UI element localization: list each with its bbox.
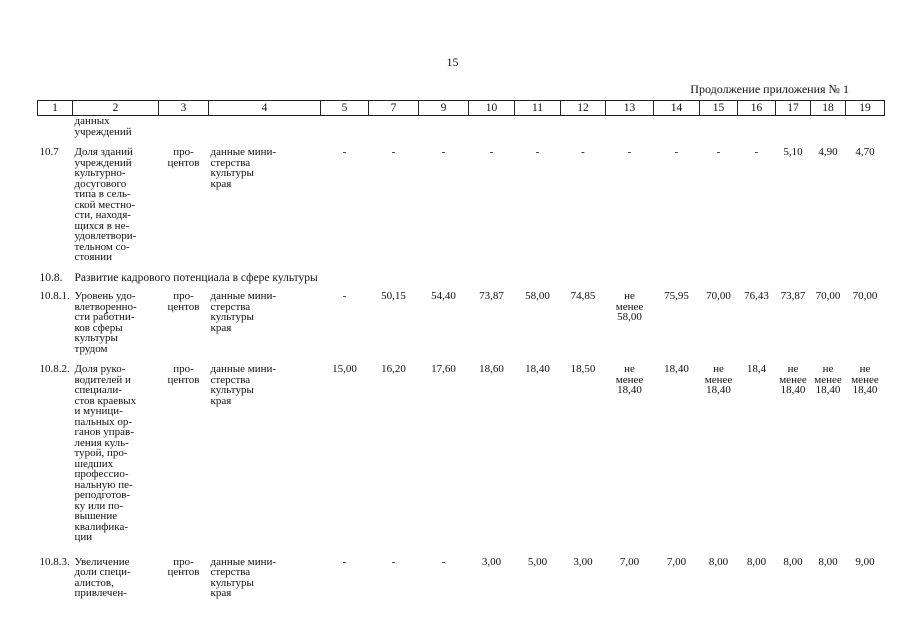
section-title: Развитие кадрового потенциала в сфере культуры: [74, 271, 318, 284]
data-source: [209, 289, 321, 354]
indicator-number: 10.8.1.: [39, 290, 70, 302]
value-line: 17,60: [431, 363, 456, 375]
value-line: 7,00: [666, 555, 687, 568]
source-line: края: [210, 587, 232, 599]
value-cell: [515, 116, 561, 138]
value-cell: [561, 354, 606, 547]
value-cell: [738, 137, 776, 267]
indicator-number: [38, 116, 73, 138]
value-cell: [369, 137, 419, 267]
value-cell: [846, 137, 885, 267]
indicator-name-line: трудом: [74, 342, 108, 355]
column-header-5: 5: [321, 101, 369, 116]
value-line: -: [716, 146, 721, 158]
value-line: 8,00: [783, 555, 803, 568]
indicator-name-line: водителей и: [74, 373, 131, 386]
value-cell: [515, 354, 561, 547]
table-row: [38, 354, 885, 547]
source-line: стерства: [210, 566, 251, 578]
value-line: -: [342, 290, 347, 302]
value-cell: [811, 354, 846, 547]
source-line: культуры: [210, 311, 254, 323]
value-cell: [811, 289, 846, 354]
value-cell: [321, 547, 369, 603]
column-header-15: 15: [700, 101, 738, 116]
value-line: 18,40: [815, 384, 841, 396]
column-header-4: 4: [209, 101, 321, 116]
continuation-label: Продолжение приложения № 1: [690, 82, 849, 96]
unit-line: про-: [173, 363, 194, 375]
column-header-18: 18: [811, 101, 846, 116]
value-line: -: [342, 146, 347, 158]
value-line: 18,40: [780, 384, 806, 396]
value-cell: [776, 547, 811, 603]
indicator-name-line: сти, находя-: [74, 209, 131, 221]
value-line: 73,87: [479, 290, 504, 302]
indicator-name-line: специали-: [74, 384, 122, 396]
value-cell: [515, 289, 561, 354]
indicator-name-line: Уровень удо-: [74, 290, 136, 302]
value-line: 7,00: [619, 555, 640, 568]
value-line: менее: [851, 373, 879, 386]
value-cell: [700, 116, 738, 138]
value-line: не: [822, 363, 834, 375]
value-cell: [561, 137, 606, 267]
unit-line: про-: [173, 290, 194, 302]
unit-line: про-: [173, 146, 194, 158]
value-cell: [469, 116, 515, 138]
value-line: 54,40: [431, 290, 456, 302]
value-cell: [419, 116, 469, 138]
value-line: 5,10: [783, 146, 803, 158]
column-header-7: 7: [369, 101, 419, 116]
value-cell: [700, 547, 738, 603]
value-line: 76,43: [744, 290, 769, 302]
value-line: -: [489, 146, 494, 158]
source-line: культуры: [210, 384, 254, 396]
column-header-14: 14: [654, 101, 700, 116]
data-source: [209, 547, 321, 603]
value-line: 58,00: [525, 290, 550, 302]
indicator-name-line: досугового: [74, 177, 127, 190]
value-line: -: [754, 146, 759, 158]
value-cell: [846, 116, 885, 138]
indicator-name-line: вышение: [74, 510, 118, 522]
source-line: культуры: [210, 576, 254, 589]
value-line: 3,00: [573, 555, 593, 568]
indicator-name-line: стов краевых: [74, 394, 137, 407]
value-cell: [738, 354, 776, 547]
indicator-name-line: данных: [74, 115, 110, 127]
source-line: данные мини-: [210, 146, 277, 158]
column-header-9: 9: [419, 101, 469, 116]
unit-line: про-: [173, 555, 194, 568]
value-cell: [700, 289, 738, 354]
indicator-name-line: квалифика-: [74, 520, 128, 533]
value-cell: [561, 289, 606, 354]
value-line: -: [441, 146, 446, 158]
value-line: менее: [814, 373, 842, 386]
value-cell: [469, 137, 515, 267]
value-line: -: [627, 146, 632, 158]
value-cell: [776, 354, 811, 547]
indicator-name-line: влетворенно-: [74, 300, 137, 313]
value-cell: [515, 547, 561, 603]
unit-line: центов: [167, 156, 200, 169]
source-line: стерства: [210, 373, 251, 386]
value-line: менее: [704, 373, 733, 386]
source-line: стерства: [210, 300, 251, 313]
indicator-name-line: учреждений: [74, 125, 132, 138]
value-line: 70,00: [706, 290, 731, 302]
source-line: данные мини-: [210, 363, 277, 375]
value-cell: [561, 116, 606, 138]
unit-of-measure: [159, 137, 209, 267]
table-row: [38, 116, 885, 138]
value-line: 70,00: [852, 290, 878, 302]
value-line: 18,40: [706, 384, 731, 396]
indicator-name-line: Увеличение: [74, 555, 130, 568]
column-header-11: 11: [515, 101, 561, 116]
indicator-name-line: привлечен-: [74, 587, 127, 599]
source-line: данные мини-: [210, 555, 277, 568]
table-row: [38, 289, 885, 354]
value-line: -: [535, 146, 540, 158]
indicator-name-line: алистов,: [74, 576, 114, 589]
indicator-name-line: ганов управ-: [74, 426, 134, 438]
value-line: 18,40: [852, 384, 878, 396]
value-cell: [469, 547, 515, 603]
value-line: 74,85: [570, 290, 596, 302]
value-cell: [654, 289, 700, 354]
value-line: 3,00: [481, 555, 502, 568]
value-cell: [606, 116, 654, 138]
indicator-name-line: ской местно-: [74, 198, 136, 211]
indicator-name-line: ции: [74, 531, 93, 543]
value-cell: [654, 116, 700, 138]
value-cell: [846, 289, 885, 354]
unit-line: центов: [167, 300, 200, 313]
value-line: не: [787, 363, 799, 375]
unit-of-measure: [159, 116, 209, 138]
section-row: [38, 267, 885, 290]
unit-of-measure: [159, 354, 209, 547]
value-cell: [515, 137, 561, 267]
value-line: 18,4: [746, 363, 767, 375]
indicator-table: [37, 100, 885, 603]
source-line: культуры: [210, 167, 254, 179]
column-header-10: 10: [469, 101, 515, 116]
value-cell: [469, 354, 515, 547]
value-line: -: [441, 555, 446, 568]
indicator-name: [73, 137, 159, 267]
indicator-name-line: щихся в не-: [74, 219, 130, 232]
data-source: [209, 137, 321, 267]
data-source: [209, 116, 321, 138]
indicator-name: [73, 116, 159, 138]
column-header-1: 1: [38, 101, 73, 116]
value-cell: [606, 289, 654, 354]
value-cell: [419, 137, 469, 267]
value-cell: [369, 354, 419, 547]
value-line: 8,00: [746, 555, 767, 568]
value-line: -: [581, 146, 585, 158]
value-cell: [776, 116, 811, 138]
value-line: 18,40: [525, 363, 550, 375]
value-cell: [738, 547, 776, 603]
value-line: 70,00: [815, 290, 841, 302]
indicator-name-line: удовлетвори-: [74, 230, 137, 242]
value-cell: [321, 354, 369, 547]
value-line: 18,50: [570, 363, 596, 375]
value-cell: [419, 547, 469, 603]
indicator-name-line: реподготов-: [74, 489, 131, 501]
value-line: менее: [779, 373, 807, 386]
value-line: 58,00: [617, 311, 642, 323]
indicator-name-line: культурно-: [74, 167, 126, 179]
value-cell: [419, 354, 469, 547]
value-cell: [321, 116, 369, 138]
value-line: -: [391, 555, 396, 568]
indicator-name-line: Доля зданий: [74, 146, 133, 158]
indicator-name: [73, 289, 159, 354]
page-number: 15: [446, 55, 459, 69]
indicator-name-line: стоянии: [74, 251, 113, 263]
source-line: края: [210, 394, 232, 407]
value-cell: [369, 289, 419, 354]
value-cell: [419, 289, 469, 354]
indicator-number: 10.8.2.: [39, 363, 70, 375]
column-header-12: 12: [561, 101, 606, 116]
unit-of-measure: [159, 289, 209, 354]
value-cell: [776, 289, 811, 354]
value-cell: [321, 289, 369, 354]
value-line: 4,70: [855, 146, 875, 158]
value-line: -: [674, 146, 679, 158]
value-line: -: [391, 146, 396, 158]
value-line: 5,00: [527, 555, 548, 568]
value-line: 50,15: [381, 290, 406, 302]
column-header-19: 19: [846, 101, 885, 116]
value-line: 4,90: [818, 146, 838, 158]
table-row: [38, 547, 885, 603]
value-line: не: [859, 363, 871, 375]
value-cell: [811, 137, 846, 267]
indicator-name-line: нальную пе-: [74, 478, 133, 491]
value-cell: [811, 116, 846, 138]
value-cell: [700, 137, 738, 267]
value-cell: [369, 547, 419, 603]
value-cell: [606, 547, 654, 603]
indicator-name-line: сти работни-: [74, 311, 135, 323]
indicator-name-line: ков сферы: [74, 321, 123, 334]
value-cell: [811, 547, 846, 603]
indicator-name-line: тельном со-: [74, 240, 130, 253]
column-header-3: 3: [159, 101, 209, 116]
value-line: 15,00: [332, 363, 357, 375]
value-cell: [469, 289, 515, 354]
value-line: 75,95: [664, 290, 689, 302]
value-line: 16,20: [381, 363, 406, 375]
indicator-name-line: ку или по-: [74, 499, 124, 512]
value-line: -: [342, 555, 347, 568]
value-cell: [738, 289, 776, 354]
indicator-name-line: профессио-: [74, 468, 129, 480]
data-source: [209, 354, 321, 547]
unit-of-measure: [159, 547, 209, 603]
source-line: края: [210, 177, 232, 190]
indicator-name-line: и муници-: [74, 405, 123, 417]
indicator-number: 10.7: [39, 146, 59, 158]
value-line: 8,00: [818, 555, 838, 568]
indicator-name-line: культуры: [74, 332, 118, 344]
indicator-name: [73, 547, 159, 603]
indicator-name-line: Доля руко-: [74, 363, 126, 375]
table-row: [38, 137, 885, 267]
value-cell: [606, 137, 654, 267]
source-line: данные мини-: [210, 290, 277, 302]
indicator-name-line: турой, про-: [74, 447, 128, 459]
value-line: 9,00: [855, 555, 875, 568]
indicator-name-line: типа в сель-: [74, 188, 131, 200]
value-cell: [654, 137, 700, 267]
source-line: стерства: [210, 156, 251, 169]
column-header-13: 13: [606, 101, 654, 116]
value-line: не: [624, 290, 635, 302]
value-line: не: [624, 363, 635, 375]
column-header-2: 2: [73, 101, 159, 116]
source-line: края: [210, 321, 232, 334]
unit-line: центов: [167, 373, 200, 386]
value-cell: [654, 354, 700, 547]
value-cell: [321, 137, 369, 267]
indicator-name: [73, 354, 159, 547]
indicator-name-line: доли специ-: [74, 566, 131, 578]
value-cell: [846, 354, 885, 547]
value-cell: [654, 547, 700, 603]
indicator-name-line: шедших: [74, 457, 114, 470]
indicator-number: 10.8.3.: [39, 555, 70, 568]
value-line: 8,00: [708, 555, 729, 568]
value-cell: [776, 137, 811, 267]
value-cell: [846, 547, 885, 603]
value-line: менее: [615, 373, 644, 386]
value-cell: [606, 354, 654, 547]
value-line: 18,40: [664, 363, 689, 375]
unit-line: центов: [167, 566, 200, 578]
value-line: 18,40: [617, 384, 642, 396]
column-header-16: 16: [738, 101, 776, 116]
header-row: [38, 101, 885, 116]
table-body: [38, 116, 885, 603]
indicator-name-line: ления куль-: [74, 436, 129, 449]
value-cell: [738, 116, 776, 138]
indicator-name-line: пальных ор-: [74, 415, 133, 428]
value-line: 18,60: [479, 363, 504, 375]
value-cell: [369, 116, 419, 138]
value-line: менее: [615, 300, 644, 313]
value-line: 73,87: [780, 290, 806, 302]
column-header-17: 17: [776, 101, 811, 116]
section-number: 10.8.: [39, 271, 63, 284]
value-line: не: [713, 363, 724, 375]
value-cell: [561, 547, 606, 603]
value-cell: [700, 354, 738, 547]
indicator-name-line: учреждений: [74, 156, 132, 169]
